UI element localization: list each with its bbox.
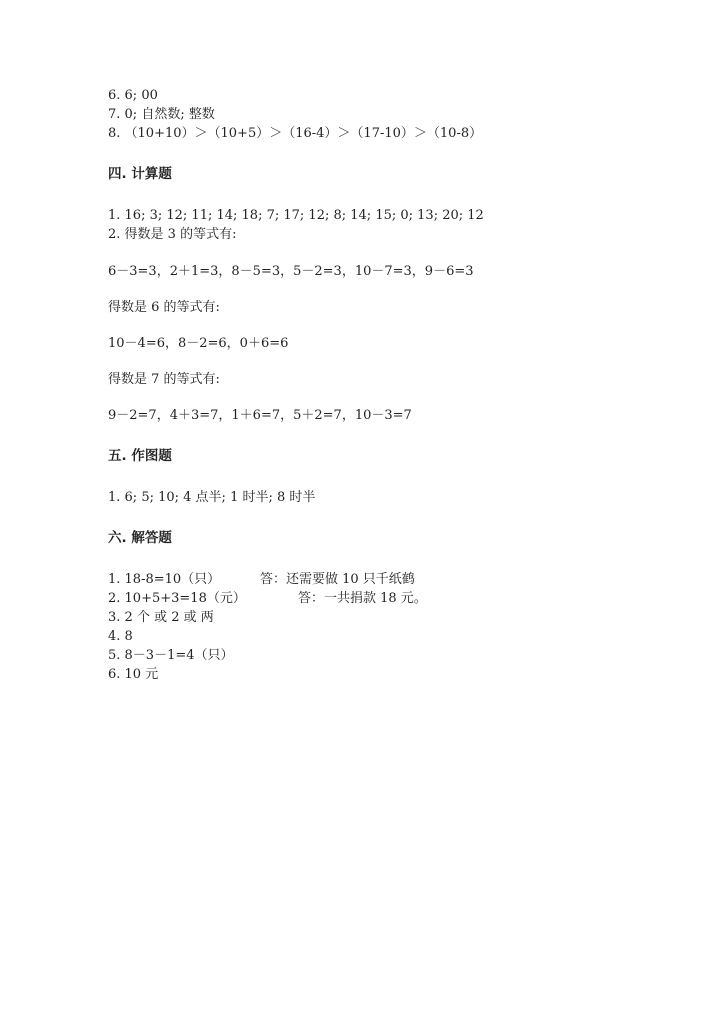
calc-equations-result-7: 9－2=7，4＋3=7，1＋6=7，5＋2=7，10－3=7 (108, 408, 412, 423)
drawing-answer-1: 1. 6; 5; 10; 4 点半; 1 时半; 8 时半 (108, 490, 316, 505)
section-heading-drawing: 五. 作图题 (108, 448, 172, 464)
word-problem-1-answer: 答：还需要做 10 只千纸鹤 (260, 572, 415, 587)
calc-answer-1: 1. 16; 3; 12; 11; 14; 18; 7; 17; 12; 8; 14; 15; 0; 13; 20; 12 (108, 208, 484, 223)
word-problem-1-calc: 1. 18-8=10（只） (108, 572, 221, 587)
word-problem-4: 4. 8 (108, 629, 133, 644)
calc-intro-result-7: 得数是 7 的等式有: (108, 372, 220, 387)
word-problem-5: 5. 8－3－1=4（只） (108, 648, 234, 663)
word-problem-2 (108, 589, 628, 608)
calc-equations-result-3: 6－3=3，2＋1=3，8－5=3，5－2=3，10－7=3，9－6=3 (108, 264, 474, 279)
answer-line-8: 8. （10+10）＞（10+5）＞（16-4）＞（17-10）＞（10-8） (108, 126, 483, 141)
word-problem-1 (108, 570, 628, 589)
calc-equations-result-6: 10－4=6，8－2=6，0＋6=6 (108, 336, 289, 351)
word-problem-2-calc: 2. 10+5+3=18（元） (108, 591, 246, 606)
answer-line-6: 6. 6; 00 (108, 88, 158, 103)
calc-question-2-intro: 2. 得数是 3 的等式有: (108, 227, 237, 242)
word-problem-3: 3. 2 个 或 2 或 两 (108, 610, 214, 625)
word-problem-2-answer: 答：一共捐款 18 元。 (298, 591, 427, 606)
section-heading-calculation: 四. 计算题 (108, 166, 172, 182)
calc-intro-result-6: 得数是 6 的等式有: (108, 300, 220, 315)
answer-line-7: 7. 0; 自然数; 整数 (108, 107, 215, 122)
section-heading-word-problems: 六. 解答题 (108, 530, 172, 546)
answer-sheet (108, 86, 628, 684)
word-problem-6: 6. 10 元 (108, 667, 159, 682)
